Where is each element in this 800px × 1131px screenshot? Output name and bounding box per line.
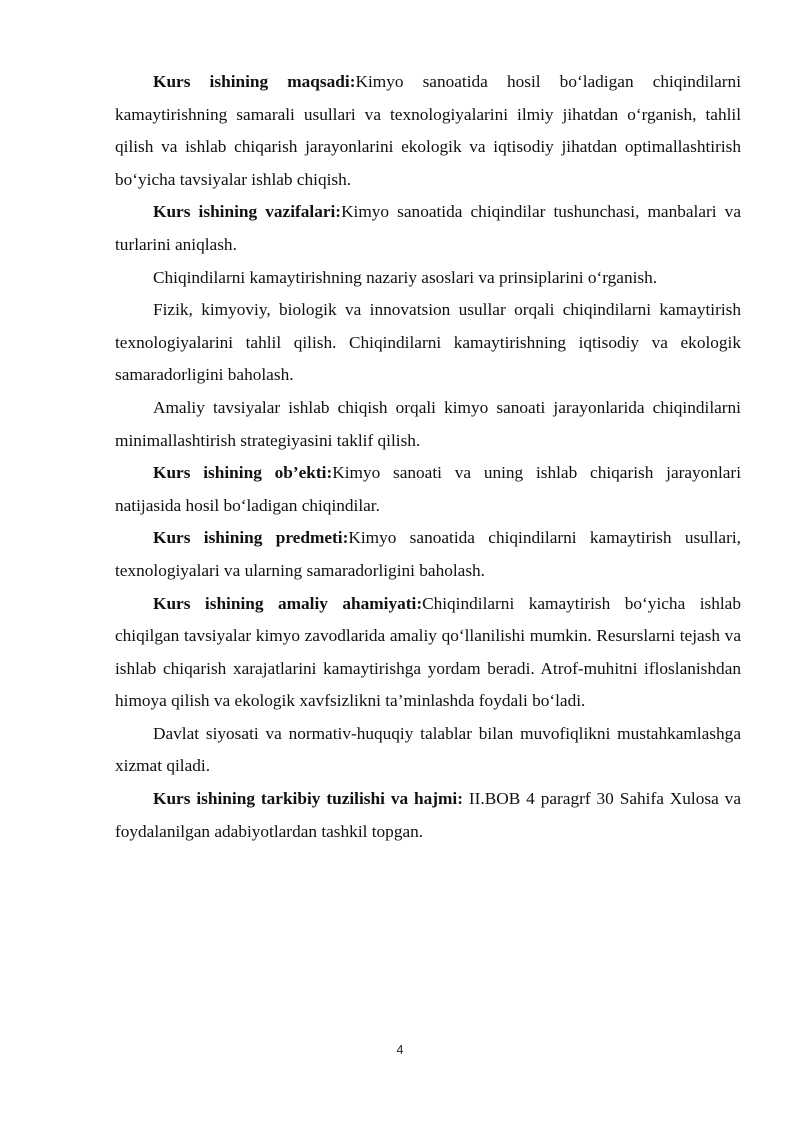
paragraph-text: Fizik, kimyoviy, biologik va innovatsion usullar orqali chiqindilarni kamaytirish texnologiyalarini tahlil qilish. Chiqindilarni kamaytirishning iqtisodiy va ekologik samaradorligini baholash.: [115, 300, 741, 385]
paragraph-label: Kurs ishining ob’ekti:: [153, 463, 333, 483]
paragraph-text: Kimyo sanoatida chiqindilar tushunchasi, manbalari va turlarini aniqlash.: [115, 202, 741, 254]
paragraph-text: II.BOB 4 paragrf 30 Sahifa Xulosa va foydalanilgan adabiyotlardan tashkil topgan.: [115, 789, 741, 841]
paragraph-label: Kurs ishining vazifalari:: [153, 202, 342, 222]
paragraph-predmeti: [115, 522, 741, 587]
paragraph-maqsadi: [115, 66, 741, 196]
paragraph-task-methods: [115, 294, 741, 392]
paragraph-obekti: [115, 457, 741, 522]
paragraph-text: Davlat siyosati va normativ-huquqiy talablar bilan muvofiqlikni mustahkamlashga xizmat qiladi.: [115, 723, 741, 776]
page-body: [115, 66, 741, 848]
paragraph-label: Kurs ishining predmeti:: [153, 528, 349, 548]
paragraph-text: Kimyo sanoati va uning ishlab chiqarish jarayonlari natijasida hosil bo‘ladigan chiqindilar.: [115, 463, 741, 515]
paragraph-vazifalari: [115, 196, 741, 261]
paragraph-text: Chiqindilarni kamaytirishning nazariy asoslari va prinsiplarini o‘rganish.: [153, 267, 658, 287]
paragraph-label: Kurs ishining tarkibiy tuzilishi va hajmi:: [153, 789, 463, 809]
paragraph-amaliy-ahamiyati: [115, 588, 741, 718]
paragraph-task-theory: [115, 262, 741, 295]
paragraph-text: Chiqindilarni kamaytirish bo‘yicha ishlab chiqilgan tavsiyalar kimyo zavodlarida amaliy qo‘llanilishi mumkin. Resurslarni tejash va ishlab chiqarish xarajatlarini kamaytirishga yordam beradi. Atrof-muhitni ifloslanishdan himoya qilish va ekologik xavfsizlikni ta’minlashda foydali bo‘ladi.: [115, 593, 741, 711]
paragraph-davlat-siyosati: [115, 718, 741, 783]
paragraph-tarkibiy-tuzilishi: [115, 783, 741, 848]
page-number: 4: [396, 1043, 404, 1057]
paragraph-text: Kimyo sanoatida hosil bo‘ladigan chiqindilarni kamaytirishning samarali usullari va texnologiyalarini ilmiy jihatdan o‘rganish, tahlil qilish va ishlab chiqarish jarayonlarini ekologik va iqtisodiy jihatdan optimallashtirish bo‘yicha tavsiyalar ishlab chiqish.: [115, 72, 741, 189]
paragraph-text: Kimyo sanoatida chiqindilarni kamaytirish usullari, texnologiyalari va ularning samaradorligini baholash.: [115, 528, 741, 580]
paragraph-task-recommendations: [115, 392, 741, 457]
paragraph-text: Amaliy tavsiyalar ishlab chiqish orqali kimyo sanoati jarayonlarida chiqindilarni minimallashtirish strategiyasini taklif qilish.: [115, 397, 741, 450]
paragraph-label: Kurs ishining maqsadi:: [153, 72, 356, 91]
paragraph-label: Kurs ishining amaliy ahamiyati:: [153, 593, 423, 613]
